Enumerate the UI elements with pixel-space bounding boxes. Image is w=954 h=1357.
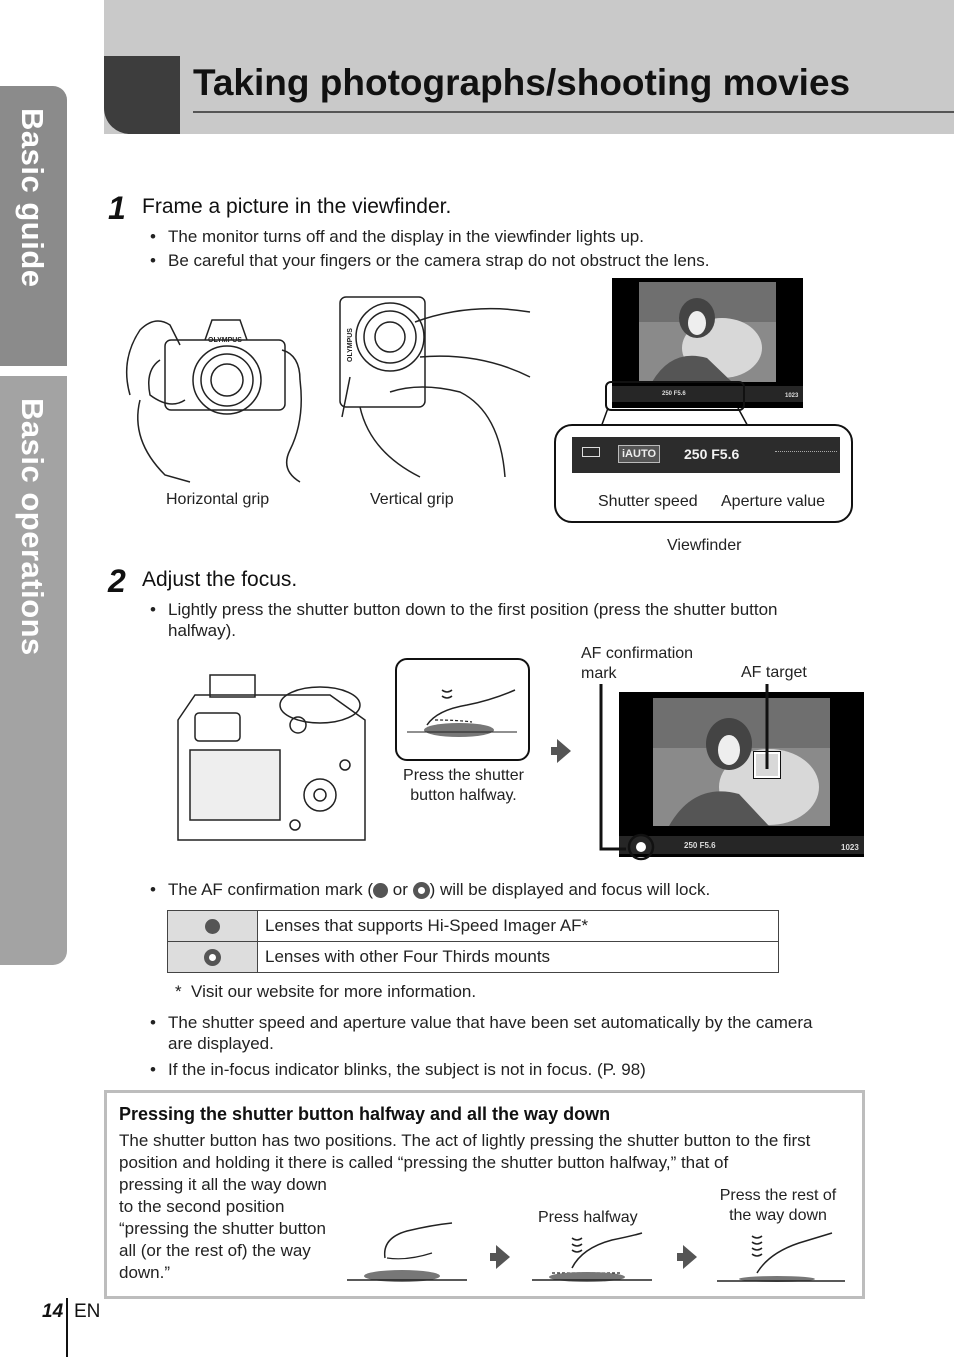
caption-line: AF confirmation	[581, 645, 694, 662]
af-lens-table	[167, 910, 779, 973]
caption-aperture-value: Aperture value	[721, 493, 826, 510]
caption-line: the way down	[729, 1207, 827, 1224]
caption-horizontal-grip: Horizontal grip	[166, 491, 270, 508]
finger-press-illustration	[397, 660, 528, 759]
bullet-item: • The shutter speed and aperture value that have been set automatically by the camera are displayed.	[150, 1013, 813, 1053]
side-tab-label: Basic operations	[15, 398, 50, 656]
horizontal-grip-illustration	[110, 300, 310, 485]
bullet-item: • The monitor turns off and the display in the viewfinder lights up.	[150, 227, 644, 246]
bullet-item: • Lightly press the shutter button down to the first position (press the shutter button halfway).	[150, 600, 778, 640]
caption-line: mark	[581, 665, 617, 682]
vf-small-shots: 1023	[785, 393, 799, 399]
caption-line: button halfway.	[410, 787, 517, 804]
page-language: EN	[74, 1301, 101, 1322]
header-tab-decoration	[104, 56, 180, 134]
bullet-item: • The AF confirmation mark ( or ) will be displayed and focus will lock.	[150, 880, 711, 899]
caption-vertical-grip: Vertical grip	[370, 491, 454, 508]
step-number: 2	[108, 563, 126, 599]
finger-full-press-illustration	[717, 1228, 847, 1283]
side-tab-label: Basic guide	[15, 108, 50, 288]
viewfinder-callout	[554, 424, 853, 523]
filled-dot-icon	[205, 919, 220, 934]
caption-viewfinder: Viewfinder	[667, 537, 742, 554]
table-row	[168, 942, 779, 973]
label-press-rest	[703, 1186, 853, 1226]
table-text-cell: Lenses with other Four Thirds mounts	[258, 942, 779, 973]
box-paragraph: The shutter button has two positions. The act of lightly pressing the shutter button to the first position and holding it there is called “pressing the shutter button halfway,” that of	[119, 1131, 811, 1172]
caption-line: Press the rest of	[719, 1187, 837, 1204]
mode-icon: iAUTO	[618, 445, 660, 463]
box-paragraph-continued: pressing it all the way down to the second position “pressing the shutter button all (or the rest of) the way down.”	[119, 1175, 327, 1282]
af-leader-lines	[596, 684, 776, 864]
footnote: * Visit our website for more information.	[175, 982, 477, 1001]
camera-back-illustration	[170, 665, 380, 855]
shutter-press-callout	[395, 658, 530, 761]
side-tab-basic-guide[interactable]	[0, 86, 67, 366]
caption-af-confirmation-mark	[581, 644, 693, 684]
vertical-grip-illustration	[330, 282, 535, 482]
table-icon-cell	[168, 942, 258, 973]
exposure-scale	[775, 451, 837, 452]
ring-dot-icon	[413, 882, 430, 899]
table-row	[168, 911, 779, 942]
page-number: 14	[42, 1301, 64, 1322]
caption-press-halfway	[395, 766, 532, 806]
ring-dot-icon	[204, 949, 221, 966]
step-number: 1	[108, 190, 126, 226]
title-rule	[193, 111, 954, 113]
box-heading: Pressing the shutter button halfway and all the way down	[119, 1104, 611, 1124]
vf-small-exposure: 250 F5.6	[662, 391, 686, 397]
footer-divider	[66, 1298, 68, 1357]
viewfinder-info-bar	[572, 437, 840, 473]
af-shots-readout: 1023	[841, 843, 859, 852]
filled-dot-icon	[373, 883, 388, 898]
label-press-halfway: Press halfway	[538, 1209, 638, 1226]
caption-af-target: AF target	[741, 664, 807, 681]
step-title: Adjust the focus.	[142, 568, 298, 591]
step-title: Frame a picture in the viewfinder.	[142, 195, 452, 218]
battery-icon	[582, 447, 600, 457]
table-text-cell: Lenses that supports Hi-Speed Imager AF*	[258, 911, 779, 942]
side-tab-basic-operations[interactable]	[0, 376, 67, 965]
info-box-halfway	[104, 1090, 865, 1299]
table-icon-cell	[168, 911, 258, 942]
svg-text:OLYMPUS: OLYMPUS	[347, 328, 354, 362]
caption-shutter-speed: Shutter speed	[598, 493, 698, 510]
bullet-item: • Be careful that your fingers or the camera strap do not obstruct the lens.	[150, 251, 710, 270]
exposure-readout: 250 F5.6	[684, 446, 740, 462]
af-exposure-readout: 250 F5.6	[684, 841, 716, 850]
caption-line: Press the shutter	[403, 767, 524, 784]
bullet-item: • If the in-focus indicator blinks, the subject is not in focus. (P. 98)	[150, 1060, 646, 1079]
finger-half-press-illustration	[532, 1228, 657, 1283]
page-title: Taking photographs/shooting movies	[193, 62, 851, 103]
svg-text:OLYMPUS: OLYMPUS	[208, 337, 242, 344]
finger-rest-illustration	[347, 1213, 472, 1283]
